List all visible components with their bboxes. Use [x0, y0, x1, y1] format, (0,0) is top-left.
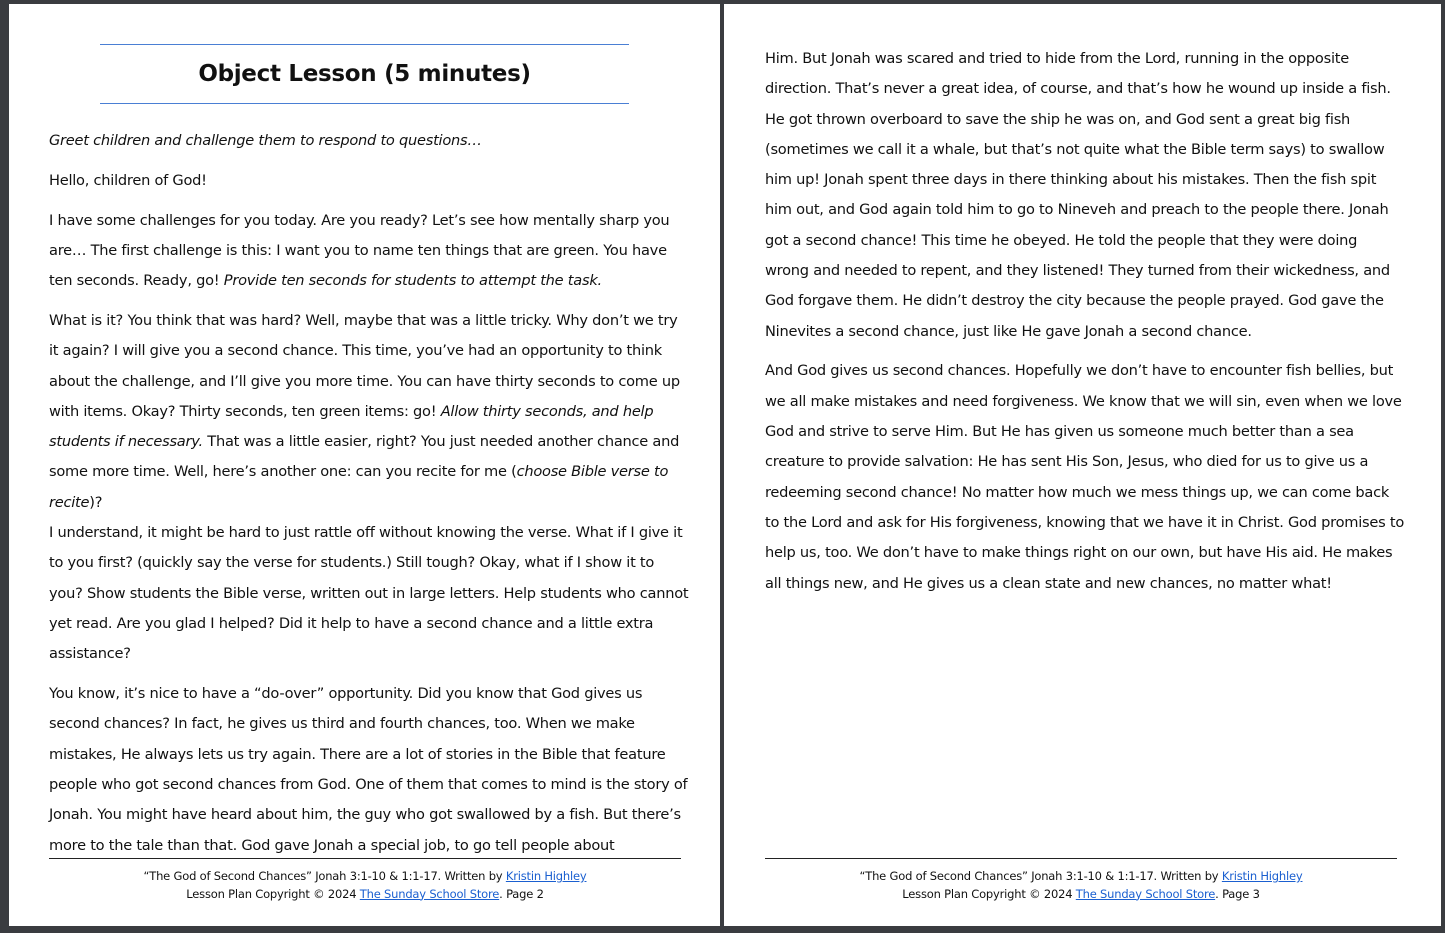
footer-rule — [49, 858, 681, 859]
paragraph-text: What is it? You think that was hard? Well, maybe that was a little tricky. Why don’t we try it again? I will give you a second chance. This time, you’ve had an opportunity to think about the challenge, and I’ll give you more time. You can have thirty seconds to come up with items. Okay? Thirty seconds, ten green items: go! — [49, 311, 680, 420]
paragraph — [49, 206, 689, 297]
footer-text: Lesson Plan Copyright © 2024 — [186, 886, 360, 901]
section-title-block — [100, 44, 629, 104]
author-link[interactable]: Kristin Highley — [1221, 869, 1303, 883]
footer-line-2 — [765, 886, 1397, 904]
footer-text: “The God of Second Chances” Jonah 3:1-10 & 1:1-17. Written by — [143, 869, 506, 883]
footer-text: Lesson Plan Copyright © 2024 — [902, 886, 1076, 901]
paragraph — [49, 126, 689, 156]
page-body — [49, 126, 689, 870]
instruction-text: choose Bible verse to recite — [49, 463, 669, 511]
paragraph-text: That was a little easier, right? You just needed another chance and some more time. Well, here’s another one: can you recite for me ( — [49, 433, 680, 481]
paragraph: And God gives us second chances. Hopefully we don’t have to encounter fish bellies, but we all make mistakes and need forgiveness. We know that we will sin, even when we love God and strive to serve Him. But He has given us someone much better than a sea creature to provide salvation: He has sent His Son, Jesus, who died for us to give us a redeeming second chance! No matter how much we mess things up, we can come back to the Lord and ask for His forgiveness, knowing that we have it in Christ. God promises to help us, too. We don’t have to make things right on our own, but have His aid. He makes all things new, and He gives us a clean state and new chances, no matter what! — [765, 362, 1404, 592]
instruction-text: Greet children and challenge them to respond to questions… — [49, 132, 482, 149]
instruction-text: Allow thirty seconds, and help students if necessary. — [49, 402, 654, 451]
footer-line-1 — [765, 868, 1397, 886]
title-bottom-rule — [100, 103, 629, 104]
page-body — [765, 44, 1405, 608]
page-footer — [49, 868, 681, 903]
page-title: Object Lesson (5 minutes) — [198, 61, 531, 87]
paragraph: Hello, children of God! — [49, 171, 207, 189]
paragraph — [49, 306, 689, 518]
paragraph: You know, it’s nice to have a “do-over” opportunity. Did you know that God gives us second chances? In fact, he gives us third and fourth chances, too. When we make mistakes, He always lets us try again. There are a lot of stories in the Bible that feature people who got second chances from God. One of them that comes to mind is the story of Jonah. You might have heard about him, the guy who got swallowed by a fish. But there’s more to the tale than that. God gave Jonah a special job, to go tell people about — [49, 685, 688, 854]
page-number: . Page 2 — [499, 886, 544, 901]
footer-line-2 — [49, 886, 681, 904]
store-link[interactable]: The Sunday School Store — [1075, 886, 1216, 901]
footer-rule — [765, 858, 1397, 859]
page-footer — [765, 868, 1397, 903]
paragraph-text: )? — [89, 493, 103, 511]
document-page-2 — [9, 4, 720, 926]
footer-line-1 — [49, 868, 681, 886]
author-link[interactable]: Kristin Highley — [505, 869, 587, 883]
footer-text: “The God of Second Chances” Jonah 3:1-10 & 1:1-17. Written by — [859, 869, 1222, 883]
store-link[interactable]: The Sunday School Store — [359, 886, 500, 901]
paragraph-text: I have some challenges for you today. Are you ready? Let’s see how mentally sharp you are… The first challenge is this: I want you to name ten things that are green. You have ten seconds. Ready, go! — [49, 211, 670, 290]
document-page-3 — [724, 4, 1441, 926]
instruction-text: Provide ten seconds for students to attempt the task. — [223, 272, 602, 290]
paragraph: Him. But Jonah was scared and tried to hide from the Lord, running in the opposite direction. That’s never a great idea, of course, and that’s how he wound up inside a fish. He got thrown overboard to save the ship he was on, and God sent a great big fish (sometimes we call it a whale, but that’s not quite what the Bible term says) to swallow him up! Jonah spent three days in there thinking about his mistakes. Then the fish spit him out, and God again told him to go to Nineveh and preach to the people there. Jonah got a second chance! This time he obeyed. He told the people that they were doing wrong and needed to repent, and they listened! They turned from their wickedness, and God forgave them. He didn’t destroy the city because the people prayed. God gave the Ninevites a second chance, just like He gave Jonah a second chance. — [765, 50, 1391, 340]
paragraph: I understand, it might be hard to just rattle off without knowing the verse. What if I give it to you first? (quickly say the verse for students.) Still tough? Okay, what if I show it to you? Show students the Bible verse, written out in large letters. Help students who cannot yet read. Are you glad I helped? Did it help to have a second chance and a little extra assistance? — [49, 524, 689, 663]
page-number: . Page 3 — [1215, 886, 1260, 901]
